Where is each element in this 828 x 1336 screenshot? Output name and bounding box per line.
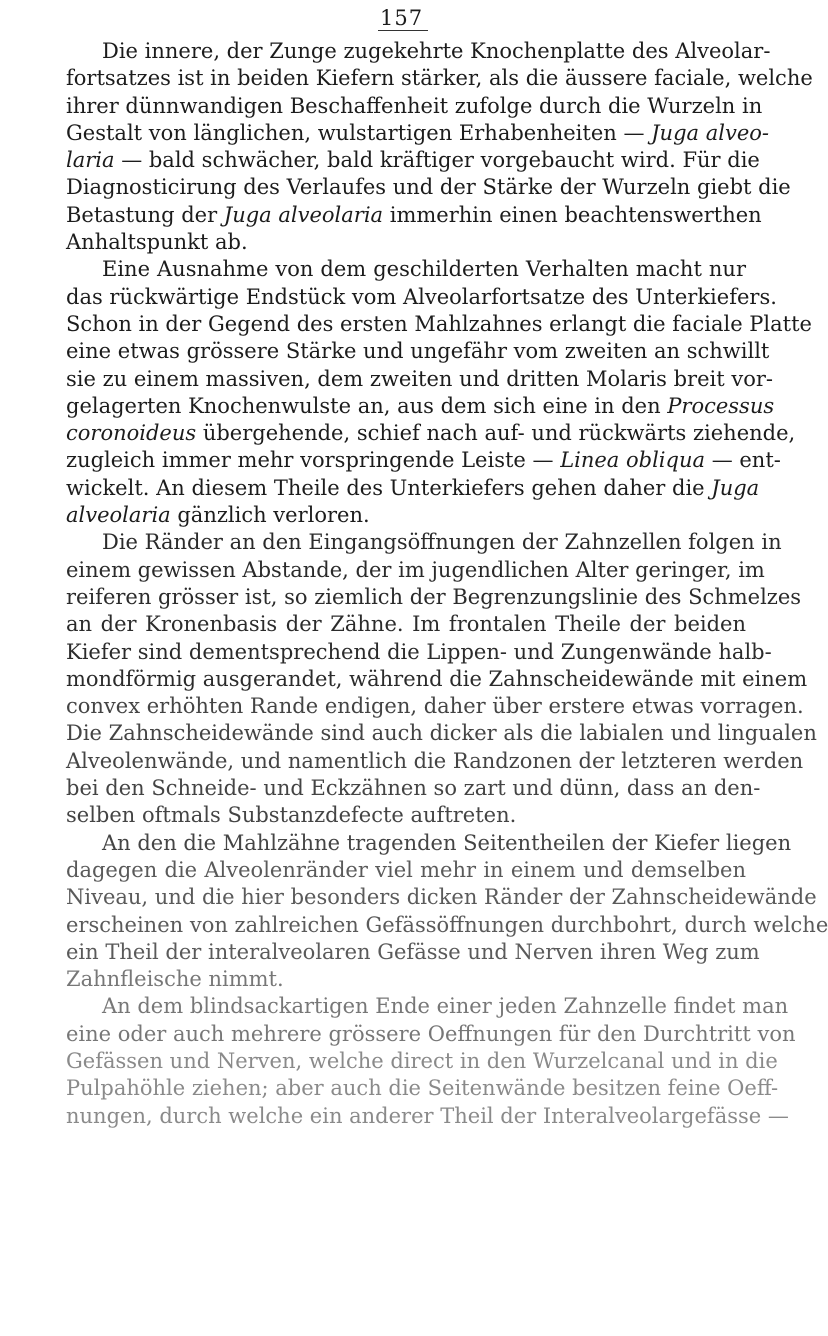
text-line xyxy=(66,120,769,147)
text-line xyxy=(66,38,771,65)
text-segment: — ent- xyxy=(705,448,781,473)
text-segment: an der Kronenbasis der Zähne. Im frontalen Theile der beiden xyxy=(66,612,746,637)
text-segment: Betastung der xyxy=(66,202,224,227)
page-number: 157 xyxy=(380,6,424,30)
text-segment: Schon in der Gegend des ersten Mahlzahnes erlangt die faciale Platte xyxy=(66,311,812,336)
text-line xyxy=(66,639,772,666)
italic-term: Juga alveo- xyxy=(651,120,769,145)
text-segment: eine etwas grössere Stärke und ungefähr vom zweiten an schwillt xyxy=(66,339,770,364)
text-line xyxy=(66,475,760,502)
text-line xyxy=(66,366,773,393)
italic-term: Processus xyxy=(667,393,775,418)
text-line xyxy=(66,147,760,174)
text-segment: convex erhöhten Rande endigen, daher über erstere etwas vorragen. xyxy=(66,694,804,719)
text-segment: Eine Ausnahme von dem geschilderten Verhalten macht nur xyxy=(102,257,746,282)
text-line xyxy=(66,420,796,447)
text-line xyxy=(66,748,804,775)
text-segment: Gestalt von länglichen, wulstartigen Erhabenheiten — xyxy=(66,120,652,145)
text-line xyxy=(66,1048,778,1075)
text-line xyxy=(66,502,746,529)
text-segment: immerhin einen beachtenswerthen xyxy=(383,202,762,227)
text-segment: selben oftmals Substanzdefecte auftreten. xyxy=(66,803,517,828)
text-line xyxy=(66,229,746,256)
text-line xyxy=(66,338,770,365)
text-line xyxy=(66,284,777,311)
text-segment: wickelt. An diesem Theile des Unterkiefers gehen daher die xyxy=(66,475,712,500)
text-segment: zugleich immer mehr vorspringende Leiste — xyxy=(66,448,561,473)
text-line xyxy=(66,611,746,638)
text-segment: Niveau, und die hier besonders dicken Ränder der Zahnscheidewände xyxy=(66,885,817,910)
text-segment: Kiefer sind dementsprechend die Lippen- und Zungenwände halb- xyxy=(66,639,772,664)
text-line xyxy=(66,802,746,829)
text-line xyxy=(66,775,761,802)
text-segment: Pulpahöhle ziehen; aber auch die Seitenwände besitzen feine Oeff- xyxy=(66,1076,779,1101)
text-line xyxy=(66,884,817,911)
italic-term: coronoideus xyxy=(66,421,197,446)
text-line xyxy=(66,666,808,693)
text-line xyxy=(66,311,812,338)
text-line xyxy=(66,1075,779,1102)
text-line xyxy=(66,93,763,120)
text-line xyxy=(66,202,762,229)
text-line xyxy=(66,966,746,993)
text-line xyxy=(66,174,791,201)
text-segment: mondförmig ausgerandet, während die Zahnscheidewände mit einem xyxy=(66,666,808,691)
text-line xyxy=(66,393,775,420)
text-segment: nungen, durch welche ein anderer Theil der Interalveolargefässe — xyxy=(66,1103,789,1128)
text-segment: ihrer dünnwandigen Beschaffenheit zufolge durch die Wurzeln in xyxy=(66,93,763,118)
text-segment: Gefässen und Nerven, welche direct in den Wurzelcanal und in die xyxy=(66,1048,778,1073)
text-line xyxy=(66,256,746,283)
italic-term: laria xyxy=(66,148,115,173)
italic-term: alveolaria xyxy=(66,503,171,528)
text-line xyxy=(66,65,813,92)
text-segment: reiferen grösser ist, so ziemlich der Begrenzungslinie des Schmelzes xyxy=(66,584,802,609)
text-segment: das rückwärtige Endstück vom Alveolarfortsatze des Unterkiefers. xyxy=(66,284,777,309)
text-line xyxy=(66,912,828,939)
text-segment: erscheinen von zahlreichen Gefässöffnungen durchbohrt, durch welche xyxy=(66,912,828,937)
text-segment: einem gewissen Abstande, der im jugendlichen Alter geringer, im xyxy=(66,557,765,582)
text-segment: Die Ränder an den Eingangsöffnungen der Zahnzellen folgen in xyxy=(102,530,782,555)
text-line xyxy=(66,557,765,584)
text-line xyxy=(66,993,789,1020)
text-segment: Die Zahnscheidewände sind auch dicker als die labialen und lingualen xyxy=(66,721,817,746)
text-segment: — bald schwächer, bald kräftiger vorgebaucht wird. Für die xyxy=(114,148,760,173)
text-line xyxy=(66,830,792,857)
italic-term: Juga xyxy=(711,475,760,500)
text-segment: gelagerten Knochenwulste an, aus dem sich eine in den xyxy=(66,393,668,418)
text-segment: Anhaltspunkt ab. xyxy=(66,230,248,255)
text-line xyxy=(66,584,802,611)
text-line xyxy=(66,857,746,884)
text-line xyxy=(66,529,782,556)
text-segment: Zahnfleische nimmt. xyxy=(66,967,284,992)
text-segment: gänzlich verloren. xyxy=(170,503,370,528)
text-segment: übergehende, schief nach auf- und rückwärts ziehende, xyxy=(196,421,796,446)
text-segment: An den die Mahlzähne tragenden Seitentheilen der Kiefer liegen xyxy=(102,830,792,855)
text-line xyxy=(66,1021,796,1048)
text-line xyxy=(66,939,760,966)
text-segment: Diagnosticirung des Verlaufes und der Stärke der Wurzeln giebt die xyxy=(66,175,791,200)
text-segment: bei den Schneide- und Eckzähnen so zart und dünn, dass an den- xyxy=(66,776,761,801)
text-line xyxy=(66,693,804,720)
text-line xyxy=(66,447,781,474)
body-text xyxy=(66,38,828,1130)
text-segment: An dem blindsackartigen Ende einer jeden Zahnzelle findet man xyxy=(102,994,789,1019)
italic-term: Juga alveolaria xyxy=(223,202,384,227)
text-segment: dagegen die Alveolenränder viel mehr in einem und demselben xyxy=(66,857,746,882)
text-segment: Alveolenwände, und namentlich die Randzonen der letzteren werden xyxy=(66,748,804,773)
page-number-underline xyxy=(378,30,428,31)
text-segment: ein Theil der interalveolaren Gefässe und Nerven ihren Weg zum xyxy=(66,939,760,964)
text-segment: sie zu einem massiven, dem zweiten und dritten Molaris breit vor- xyxy=(66,366,773,391)
text-line xyxy=(66,1103,789,1130)
text-line xyxy=(66,720,817,747)
text-segment: Die innere, der Zunge zugekehrte Knochenplatte des Alveolar- xyxy=(102,39,771,63)
italic-term: Linea obliqua xyxy=(560,448,706,473)
text-segment: fortsatzes ist in beiden Kiefern stärker, als die äussere faciale, welche xyxy=(66,66,813,91)
text-segment: eine oder auch mehrere grössere Oeffnungen für den Durchtritt von xyxy=(66,1021,796,1046)
